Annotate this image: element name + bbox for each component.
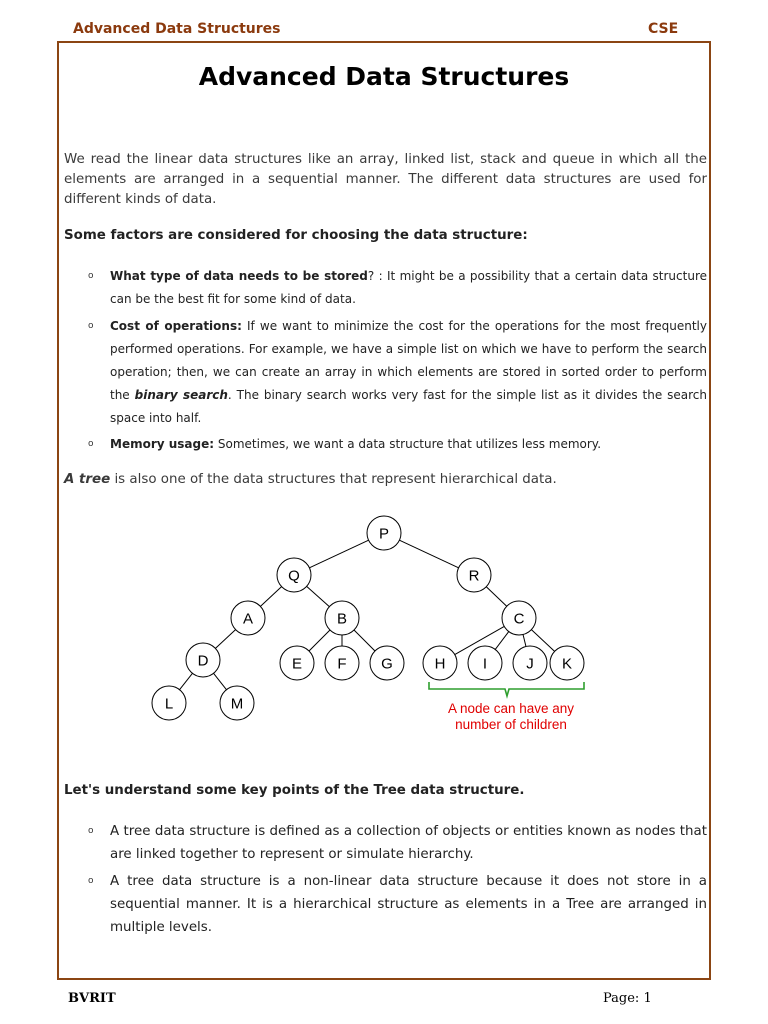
- tree-node-label: L: [164, 695, 174, 713]
- tree-node-l: [152, 686, 186, 720]
- header-dept: CSE: [648, 21, 679, 37]
- tree-node-e: [280, 646, 314, 680]
- footer-institution: BVRIT: [68, 991, 116, 1006]
- tree-node-label: E: [291, 655, 303, 673]
- tree-note-line1: A node can have any: [447, 701, 575, 716]
- tree-node-label: B: [336, 610, 348, 628]
- keypoint-item-2: A tree data structure is a non-linear data structure because it does not store in a sequential manner. It is a hierarchical structure as elements in a Tree are arranged in multiple levels.: [110, 874, 707, 935]
- bullet-marker: o: [88, 271, 94, 281]
- tree-node-h: [423, 646, 457, 680]
- keypoint-item-1: A tree data structure is defined as a collection of objects or entities known as nodes that are linked together to represent or simulate hierarchy.: [110, 824, 707, 862]
- tree-edge-b-e: [309, 630, 330, 651]
- tree-node-f: [325, 646, 359, 680]
- factor-2-text-after: . The binary search works very fast for the simple list as it divides the search space into half.: [110, 388, 707, 425]
- intro-paragraph: We read the linear data structures like an array, linked list, stack and queue in which all the elements are arranged in a sequential manner. The different data structures are used for different kinds of data.: [64, 152, 707, 207]
- tree-node-d: [186, 643, 220, 677]
- tree-note-line2: number of children: [455, 717, 567, 732]
- tree-edge-p-q: [309, 540, 368, 568]
- tree-edge-a-d: [215, 630, 235, 649]
- tree-edge-d-l: [180, 673, 193, 689]
- tree-node-label: G: [381, 655, 393, 673]
- tree-node-label: Q: [288, 567, 300, 585]
- tree-node-r: [457, 558, 491, 592]
- page-title: Advanced Data Structures: [198, 62, 570, 91]
- header-title: Advanced Data Structures: [73, 21, 281, 37]
- tree-node-label: H: [434, 655, 446, 673]
- tree-node-p: [367, 516, 401, 550]
- tree-edge-r-c: [486, 587, 506, 607]
- tree-node-b: [325, 601, 359, 635]
- factor-3-bold: Memory usage:: [110, 437, 215, 451]
- keypoints-heading: Let's understand some key points of the Tree data structure.: [64, 783, 525, 798]
- tree-node-g: [370, 646, 404, 680]
- bullet-marker: o: [88, 439, 94, 449]
- tree-node-label: D: [197, 652, 209, 670]
- tree-edge-b-g: [354, 630, 375, 651]
- tree-edge-q-a: [260, 587, 281, 607]
- tree-node-label: M: [230, 695, 244, 713]
- tree-edge-c-i: [495, 632, 509, 650]
- tree-node-label: K: [561, 655, 573, 673]
- tree-edge-d-m: [214, 673, 227, 689]
- tree-intro-text: is also one of the data structures that represent hierarchical data.: [110, 472, 557, 487]
- factor-1-text: ? : It might be a possibility that a certain data structure can be the best fit for some kind of data.: [110, 269, 707, 306]
- factors-heading: Some factors are considered for choosing the data structure:: [64, 228, 528, 243]
- tree-node-label: P: [378, 525, 390, 543]
- tree-node-a: [231, 601, 265, 635]
- tree-node-q: [277, 558, 311, 592]
- bullet-marker: o: [88, 321, 94, 331]
- tree-node-label: C: [513, 610, 525, 628]
- tree-node-i: [468, 646, 502, 680]
- tree-node-label: I: [482, 655, 488, 673]
- factor-2-text-before: If we want to minimize the cost for the operations for the most frequently performed operations. For example, we have a simple list on which we have to perform the search operation; then, we can create an array in which elements are stored in sorted order to perform the: [110, 319, 707, 402]
- tree-node-j: [513, 646, 547, 680]
- tree-node-label: R: [468, 567, 480, 585]
- tree-edge-q-b: [307, 586, 330, 606]
- tree-intro-bold: A tree: [64, 472, 111, 487]
- footer-page-number: Page: 1: [603, 991, 652, 1006]
- bullet-marker: o: [88, 876, 94, 886]
- bullet-marker: o: [88, 826, 94, 836]
- tree-node-k: [550, 646, 584, 680]
- tree-node-label: F: [337, 655, 347, 673]
- factor-2-bold: Cost of operations:: [110, 319, 242, 333]
- factor-1-bold: What type of data needs to be stored: [110, 269, 368, 283]
- factor-2-bold-italic: binary search: [134, 388, 228, 402]
- tree-node-label: J: [526, 655, 534, 673]
- children-brace: [429, 682, 584, 696]
- tree-edge-c-j: [523, 635, 526, 647]
- tree-edge-p-r: [399, 540, 458, 568]
- factor-3-text: Sometimes, we want a data structure that utilizes less memory.: [214, 437, 602, 451]
- tree-node-label: A: [242, 610, 254, 628]
- tree-node-c: [502, 601, 536, 635]
- tree-node-m: [220, 686, 254, 720]
